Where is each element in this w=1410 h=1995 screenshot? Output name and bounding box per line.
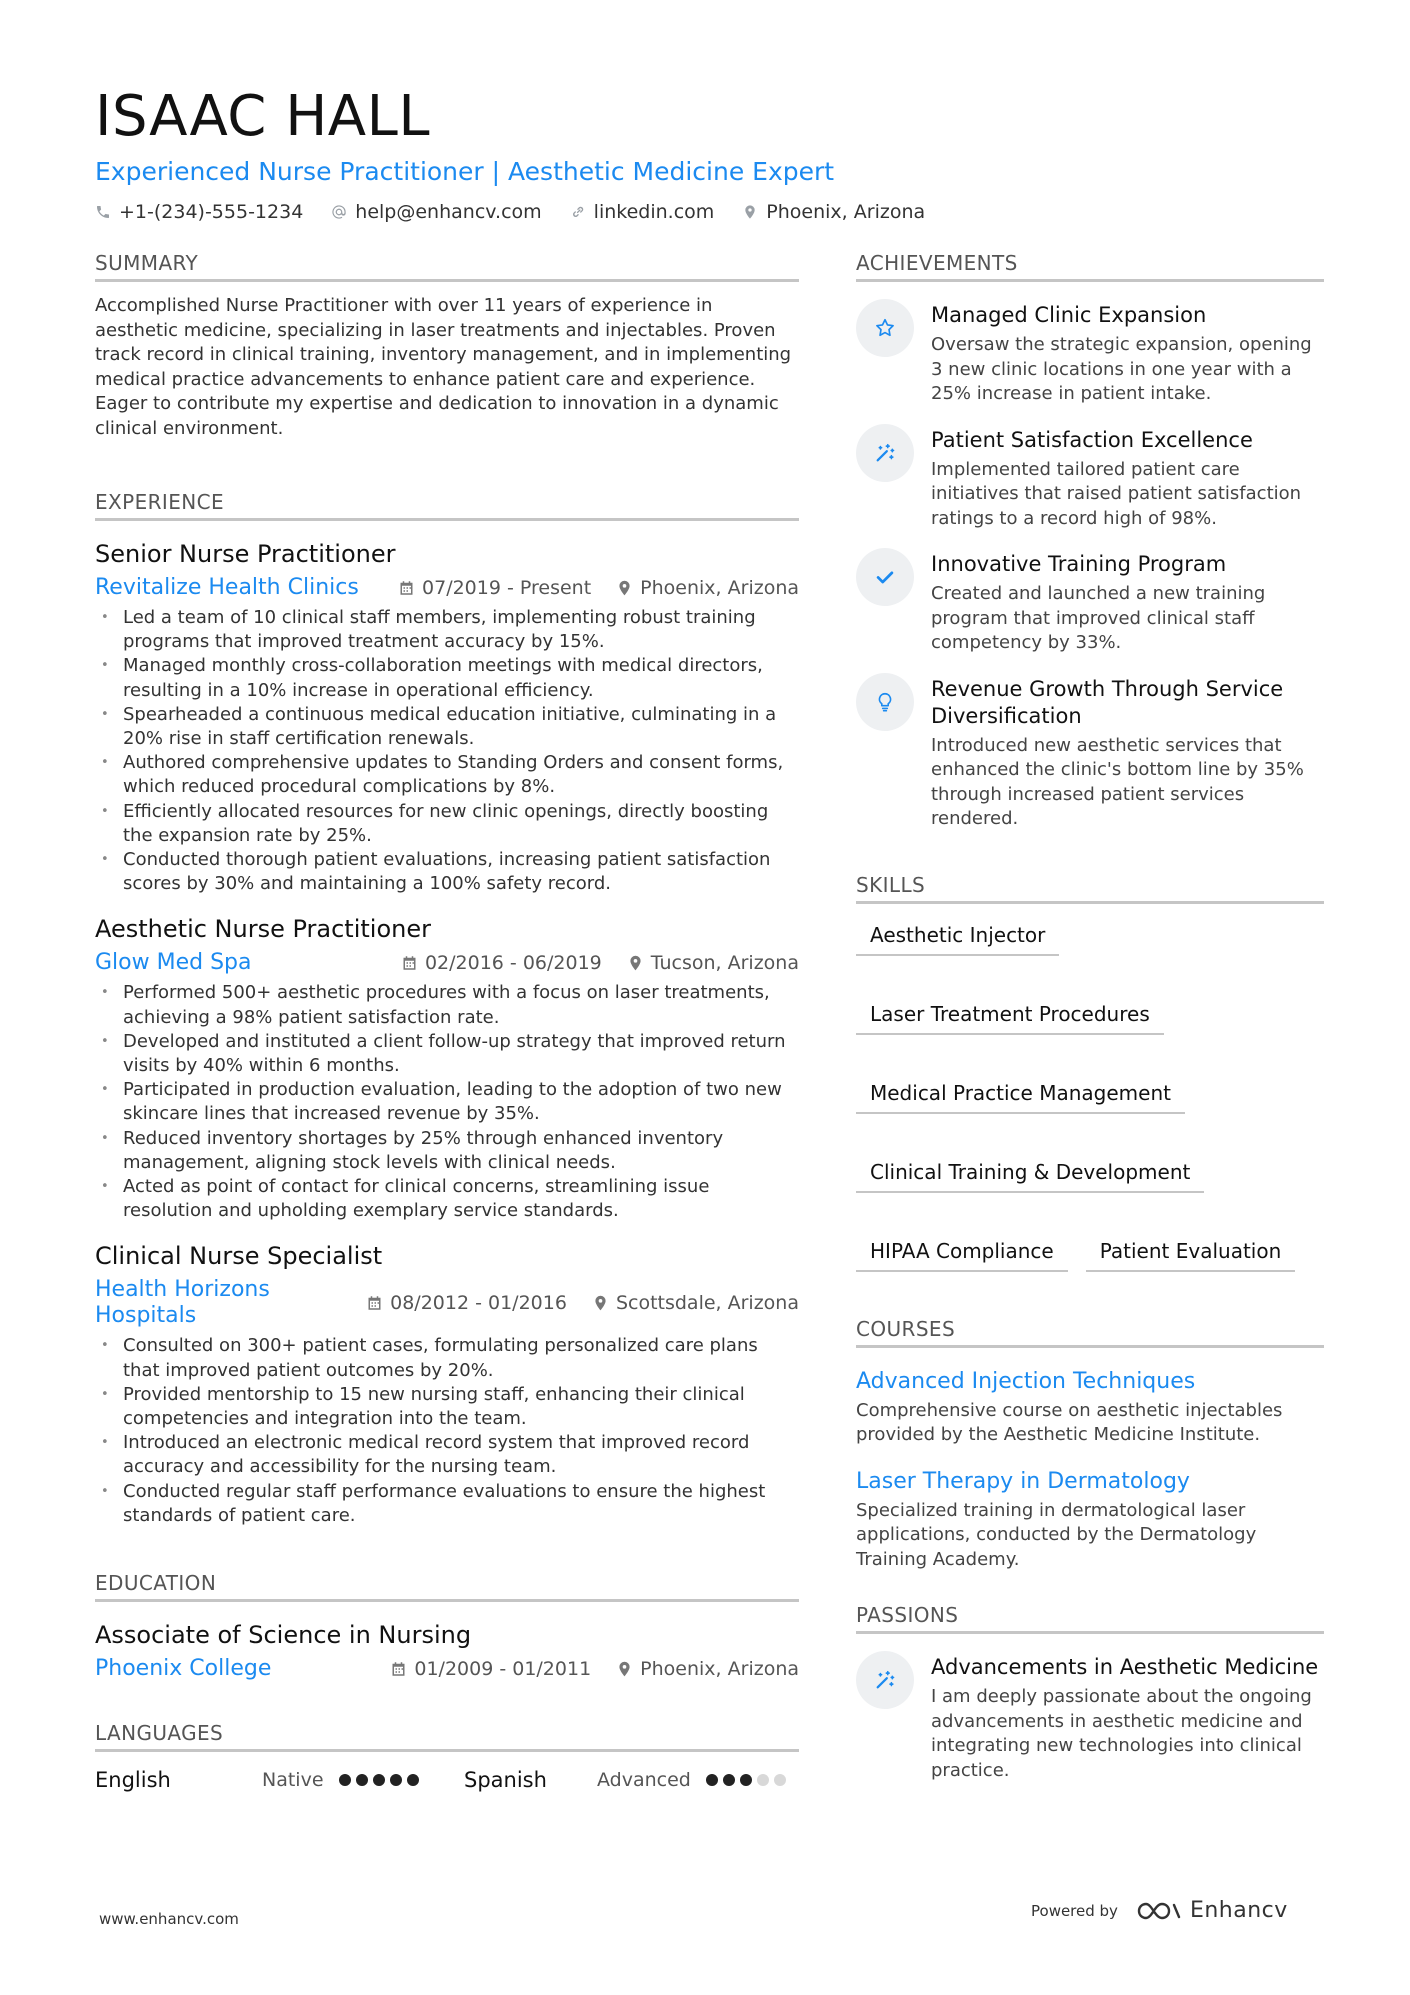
experience-section (95, 489, 799, 1528)
map-pin-icon (742, 204, 758, 220)
degree-title: Associate of Science in Nursing (95, 1621, 472, 1650)
skill-tag: Patient Evaluation (1086, 1233, 1296, 1272)
company-name[interactable]: Health Horizons Hospitals (95, 1277, 270, 1329)
achievement-desc: Introduced new aesthetic services that enhanced the clinic's bottom line by 35% through increased patient services rendered. (931, 734, 1304, 829)
calendar-icon (402, 955, 417, 971)
phone-text: +1-(234)-555-1234 (119, 201, 304, 223)
job-location (593, 1290, 799, 1316)
skill-tag: Aesthetic Injector (856, 917, 1059, 956)
section-title-passions: PASSIONS (856, 1602, 1324, 1634)
linkedin-text: linkedin.com (593, 201, 715, 223)
education-date-text: 01/2009 - 01/2011 (414, 1658, 592, 1681)
achievement-body (931, 676, 1324, 832)
phone-icon (95, 204, 111, 220)
contact-phone[interactable] (95, 201, 303, 223)
job-location-text: Scottsdale, Arizona (615, 1292, 799, 1315)
education-entry (95, 1620, 799, 1682)
powered-by-text: Powered by (1031, 1901, 1118, 1920)
location-text: Phoenix, Arizona (766, 201, 926, 223)
language-level: Native (262, 1769, 324, 1792)
achievement-title: Patient Satisfaction Excellence (931, 427, 1253, 452)
job-date-text: 08/2012 - 01/2016 (390, 1292, 567, 1315)
achievement-icon-badge (856, 299, 914, 357)
calendar-icon (367, 1295, 382, 1311)
education-section (95, 1570, 799, 1682)
job-entry (95, 539, 799, 896)
brand-name: Enhancv (1189, 1898, 1288, 1923)
map-pin-icon (593, 1295, 608, 1311)
passion-desc: I am deeply passionate about the ongoing advancements in aesthetic medicine and integrating new technologies into clinical practice. (931, 1686, 1312, 1781)
right-column (856, 250, 1324, 1783)
rating-dot (356, 1774, 368, 1786)
language-name: English (95, 1768, 171, 1793)
rating-dot (706, 1774, 718, 1786)
rating-dot (339, 1774, 351, 1786)
job-entry (95, 914, 799, 1223)
job-bullet: • Spearheaded a continuous medical education initiative, culminating in a 20% rise in staff certification renewals. (95, 703, 799, 751)
skill-tag: HIPAA Compliance (856, 1233, 1068, 1272)
achievement-body (931, 302, 1324, 407)
job-meta (95, 950, 799, 976)
job-title: Aesthetic Nurse Practitioner (95, 915, 431, 944)
languages-section (95, 1720, 799, 1792)
rating-dot (407, 1774, 419, 1786)
section-title-skills: SKILLS (856, 872, 1324, 904)
enhancv-logo-icon (1136, 1899, 1182, 1923)
rating-dot (723, 1774, 735, 1786)
section-title-summary: SUMMARY (95, 250, 799, 282)
course-desc: Specialized training in dermatological laser applications, conducted by the Dermatology Training Academy. (856, 1499, 1257, 1570)
course-title[interactable]: Laser Therapy in Dermatology (856, 1468, 1190, 1494)
footer-website[interactable]: www.enhancv.com (99, 1910, 239, 1928)
at-icon (331, 204, 347, 220)
job-bullet: • Developed and instituted a client follow-up strategy that improved return visits by 40% within 6 months. (95, 1030, 799, 1078)
candidate-name: ISAAC HALL (95, 84, 431, 149)
education-date (391, 1656, 591, 1682)
job-location-text: Tucson, Arizona (650, 952, 799, 975)
achievement-title: Revenue Growth Through Service Diversification (931, 676, 1284, 728)
achievement-title: Managed Clinic Expansion (931, 303, 1207, 327)
education-meta (95, 1656, 799, 1682)
course-desc: Comprehensive course on aesthetic injectables provided by the Aesthetic Medicine Institute. (856, 1399, 1283, 1445)
job-bullet: • Conducted thorough patient evaluations, increasing patient satisfaction scores by 30% and maintaining a 100% safety record. (95, 848, 799, 896)
rating-dot-empty (757, 1774, 769, 1786)
skill-tag: Clinical Training & Development (856, 1154, 1204, 1193)
summary-section (95, 250, 799, 441)
job-date (402, 950, 602, 976)
skill-tag: Laser Treatment Procedures (856, 996, 1164, 1035)
job-date-text: 02/2016 - 06/2019 (424, 952, 602, 975)
job-entry (95, 1241, 799, 1528)
achievement-desc: Created and launched a new training program that improved clinical staff competency by 33%. (931, 583, 1266, 653)
course-item (856, 1368, 1324, 1448)
section-title-experience: EXPERIENCE (95, 489, 799, 521)
section-title-courses: COURSES (856, 1316, 1324, 1348)
achievements-section (856, 250, 1324, 832)
language-rating (706, 1774, 786, 1786)
calendar-icon (391, 1661, 406, 1677)
language-name: Spanish (464, 1768, 547, 1793)
job-bullet: • Participated in production evaluation, leading to the adoption of two new skincare lines that increased revenue by 35%. (95, 1078, 799, 1126)
school-name[interactable]: Phoenix College (95, 1656, 272, 1682)
rating-dot (373, 1774, 385, 1786)
achievement-title: Innovative Training Program (931, 552, 1227, 576)
language-level: Advanced (597, 1769, 691, 1792)
job-bullets (95, 1334, 799, 1528)
achievement-body (931, 427, 1324, 532)
job-location-text: Phoenix, Arizona (640, 577, 799, 599)
job-location (628, 950, 799, 976)
passions-section (856, 1602, 1324, 1783)
achievement-body (931, 551, 1324, 656)
rating-dot (390, 1774, 402, 1786)
star-icon (874, 317, 896, 339)
contact-bar (95, 201, 1325, 223)
job-bullet: • Led a team of 10 clinical staff members, implementing robust training programs that improved treatment accuracy by 15%. (95, 606, 799, 654)
candidate-tagline: Experienced Nurse Practitioner | Aesthetic Medicine Expert (95, 157, 835, 186)
job-date (399, 575, 591, 601)
map-pin-icon (628, 955, 643, 971)
contact-email[interactable] (331, 201, 541, 223)
section-title-achievements: ACHIEVEMENTS (856, 250, 1324, 282)
courses-section (856, 1316, 1324, 1573)
section-title-languages: LANGUAGES (95, 1720, 799, 1752)
rating-dot-empty (774, 1774, 786, 1786)
passion-body (931, 1654, 1324, 1783)
section-title-education: EDUCATION (95, 1570, 799, 1602)
job-bullet: • Efficiently allocated resources for new clinic openings, directly boosting the expansion rate by 25%. (95, 800, 799, 848)
skills-section (856, 872, 1324, 1272)
lightbulb-icon (874, 691, 896, 713)
job-bullet: • Conducted regular staff performance evaluations to ensure the highest standards of patient care. (95, 1480, 799, 1528)
course-title[interactable]: Advanced Injection Techniques (856, 1368, 1196, 1394)
achievement-item (856, 676, 1324, 832)
achievement-icon-badge (856, 424, 914, 482)
course-item (856, 1468, 1324, 1573)
company-name[interactable]: Glow Med Spa (95, 950, 252, 976)
email-text: help@enhancv.com (355, 201, 542, 223)
achievement-desc: Implemented tailored patient care initiatives that raised patient satisfaction ratings to a record high of 98%. (931, 458, 1302, 529)
achievement-item (856, 551, 1324, 656)
passion-icon-badge (856, 1651, 914, 1709)
company-name[interactable]: Revitalize Health Clinics (95, 575, 359, 600)
education-location (617, 1656, 799, 1682)
job-bullet: • Managed monthly cross-collaboration meetings with medical directors, resulting in a 10% increase in operational efficiency. (95, 654, 799, 702)
achievement-item (856, 427, 1324, 532)
left-column (95, 250, 799, 1792)
achievement-icon-badge (856, 548, 914, 606)
brand-logo[interactable] (1136, 1898, 1288, 1923)
resume-header (95, 84, 1325, 223)
map-pin-icon (617, 1661, 632, 1677)
footer-branding (1031, 1898, 1288, 1923)
job-title: Senior Nurse Practitioner (95, 540, 396, 568)
job-bullet: • Acted as point of contact for clinical concerns, streamlining issue resolution and upholding exemplary service standards. (95, 1175, 799, 1223)
magic-wand-icon (874, 442, 896, 464)
magic-wand-icon (874, 1669, 896, 1691)
job-bullets (95, 606, 799, 896)
calendar-icon (399, 580, 414, 596)
skills-list (856, 917, 1324, 1272)
education-location-text: Phoenix, Arizona (640, 1658, 799, 1681)
achievement-icon-badge (856, 673, 914, 731)
job-bullet: • Reduced inventory shortages by 25% through enhanced inventory management, aligning stock levels with clinical needs. (95, 1127, 799, 1175)
language-rating (339, 1774, 464, 1786)
job-meta (95, 1277, 799, 1329)
job-bullet: • Authored comprehensive updates to Standing Orders and consent forms, which reduced procedural complications by 8%. (95, 751, 799, 799)
achievement-desc: Oversaw the strategic expansion, opening 3 new clinic locations in one year with a 25% increase in patient intake. (931, 334, 1312, 404)
contact-location (742, 201, 925, 223)
job-bullet: • Introduced an electronic medical record system that improved record accuracy and accessibility for the nursing team. (95, 1431, 799, 1479)
job-bullet: • Consulted on 300+ patient cases, formulating personalized care plans that improved patient outcomes by 20%. (95, 1334, 799, 1382)
link-icon (570, 204, 586, 220)
contact-linkedin[interactable] (570, 201, 715, 223)
job-date (367, 1290, 567, 1316)
skill-tag: Medical Practice Management (856, 1075, 1185, 1114)
map-pin-icon (617, 580, 632, 596)
job-meta (95, 575, 799, 601)
passion-title: Advancements in Aesthetic Medicine (931, 1655, 1319, 1679)
languages-list (95, 1768, 799, 1792)
job-title: Clinical Nurse Specialist (95, 1242, 383, 1271)
achievement-item (856, 302, 1324, 407)
job-bullets (95, 981, 799, 1223)
job-location (617, 575, 799, 601)
summary-text: Accomplished Nurse Practitioner with over 11 years of experience in aesthetic medicine, specializing in laser treatments and injectables. Proven track record in clinical training, inventory management, and in implementing medical practice advancements to enhance patient care and experience. Eager to contribute my expertise and dedication to innovation in a dynamic clinical environment. (95, 295, 792, 439)
rating-dot (740, 1774, 752, 1786)
job-date-text: 07/2019 - Present (422, 577, 592, 599)
check-icon (874, 566, 896, 588)
passion-item (856, 1654, 1324, 1783)
job-bullet: • Performed 500+ aesthetic procedures with a focus on laser treatments, achieving a 98% patient satisfaction rate. (95, 981, 799, 1029)
job-bullet: • Provided mentorship to 15 new nursing staff, enhancing their clinical competencies and integration into the team. (95, 1383, 799, 1431)
